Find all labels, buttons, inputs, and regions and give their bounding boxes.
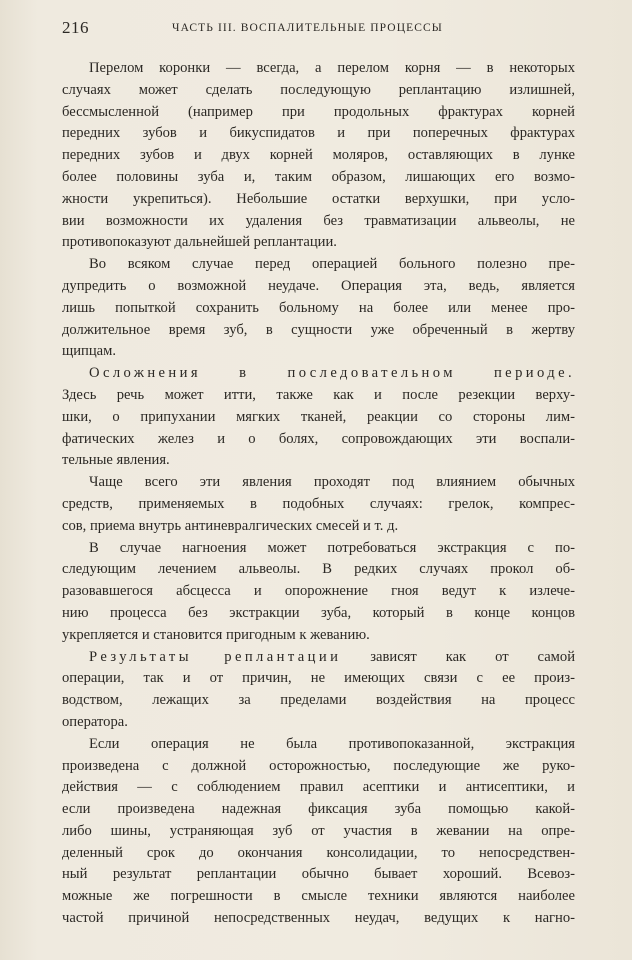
text-line: более половины зуба и, таким образом, лишающих его возмо- [62,168,575,185]
text-line: В случае нагноения может потребоваться экстракция с по- [89,539,575,556]
paragraph-results [62,647,575,734]
text-line: Если операция не была противопоказанной, экстракция [89,735,575,752]
text-line: дупредить о возможной неудаче. Операция эта, ведь, является [62,277,575,294]
paragraph-fracture [62,58,575,254]
text-line: разовавшегося абсцесса и опорожнение гноя ведут к излече- [62,583,575,600]
paragraph-suppuration [62,538,575,647]
text-line: средств, применяемых в подобных случаях: грелок, компрес- [62,495,575,512]
body-text [62,58,575,930]
text-line: либо шины, устраняющая зуб от участия в жевании на опре- [62,822,575,839]
section-heading-results: Результаты реплантации зависят как от самой [89,648,575,665]
text-line: противопоказуют дальнейшей реплантации. [62,234,337,251]
text-line: сов, приема внутрь антиневралгических смесей и т. д. [62,517,399,534]
text-line: шки, о припухании мягких тканей, реакции со стороны лим- [62,408,575,425]
results-spaced-phrase: Результаты реплантации [89,648,342,665]
text-line: передних зубов и бикуспидатов и при поперечных фрактурах [62,125,575,142]
text-line: Перелом коронки — всегда, а перелом корня — в некоторых [89,60,575,76]
text-line: случаях может сделать последующую реплантацию излишней, [62,81,575,98]
text-line: щипцам. [62,343,117,360]
text-line: операции, так и от причин, не имеющих связи с ее произ- [62,670,575,687]
text-line: если произведена надежная фиксация зуба помощью какой- [62,801,575,818]
paragraph-complications [62,363,575,472]
text-line: можные же погрешности в смысле техники являются наиболее [62,888,575,905]
text-line: оператора. [62,713,128,730]
text-line: жности укрепиться). Небольшие остатки верхушки, при усло- [62,190,575,207]
text-line: действия — с соблюдением правил асептики и антисептики, и [62,779,575,796]
text-line: следующим лечением альвеолы. В редких случаях прокол об- [62,561,575,578]
text-line: Во всяком случае перед операцией больного полезно пре- [89,256,575,273]
text-line: фатических желез и о болях, сопровождающих эти воспали- [62,430,575,447]
paragraph-warning [62,254,575,363]
section-heading-complications: Осложнения в последовательном периоде. [89,365,575,382]
text-line: нию процесса без экстракции зуба, который в конце концов [62,604,575,621]
text-line: укрепляется и становится пригодным к жеванию. [62,626,370,643]
page-number: 216 [62,18,89,37]
text-line: ный результат реплантации обычно бывает хороший. Всевоз- [62,866,575,883]
page-header [62,18,574,44]
paragraph-remedies [62,472,575,537]
text-line: должительное время зуб, в сущности уже обреченный в жертву [62,321,575,338]
text-line: Чаще всего эти явления проходят под влиянием обычных [89,474,575,491]
text-line: деленный срок до окончания консолидации, то непосредствен- [62,844,575,861]
text-line: вии возможности их удаления без травматизации альвеолы, не [62,212,575,229]
text-line: лишь попыткой сохранить больному на более или менее про- [62,299,575,316]
text-line: частой причиной непосредственных неудач, ведущих к нагно- [62,910,575,927]
text-line: Здесь речь может итти, также как и после резекции верху- [62,386,575,403]
text-line: тельные явления. [62,452,170,469]
text-line: передних зубов и двух корней моляров, оставляющих в лунке [62,147,575,164]
text-line: произведена с должной осторожностью, последующие же руко- [62,757,575,774]
paragraph-operation [62,734,575,930]
text-line: водством, лежащих за пределами воздействия на процесс [62,692,575,709]
text-line: бессмысленной (например при продольных фрактурах корней [62,103,575,120]
running-head: ЧАСТЬ III. ВОСПАЛИТЕЛЬНЫЕ ПРОЦЕССЫ [172,22,443,34]
